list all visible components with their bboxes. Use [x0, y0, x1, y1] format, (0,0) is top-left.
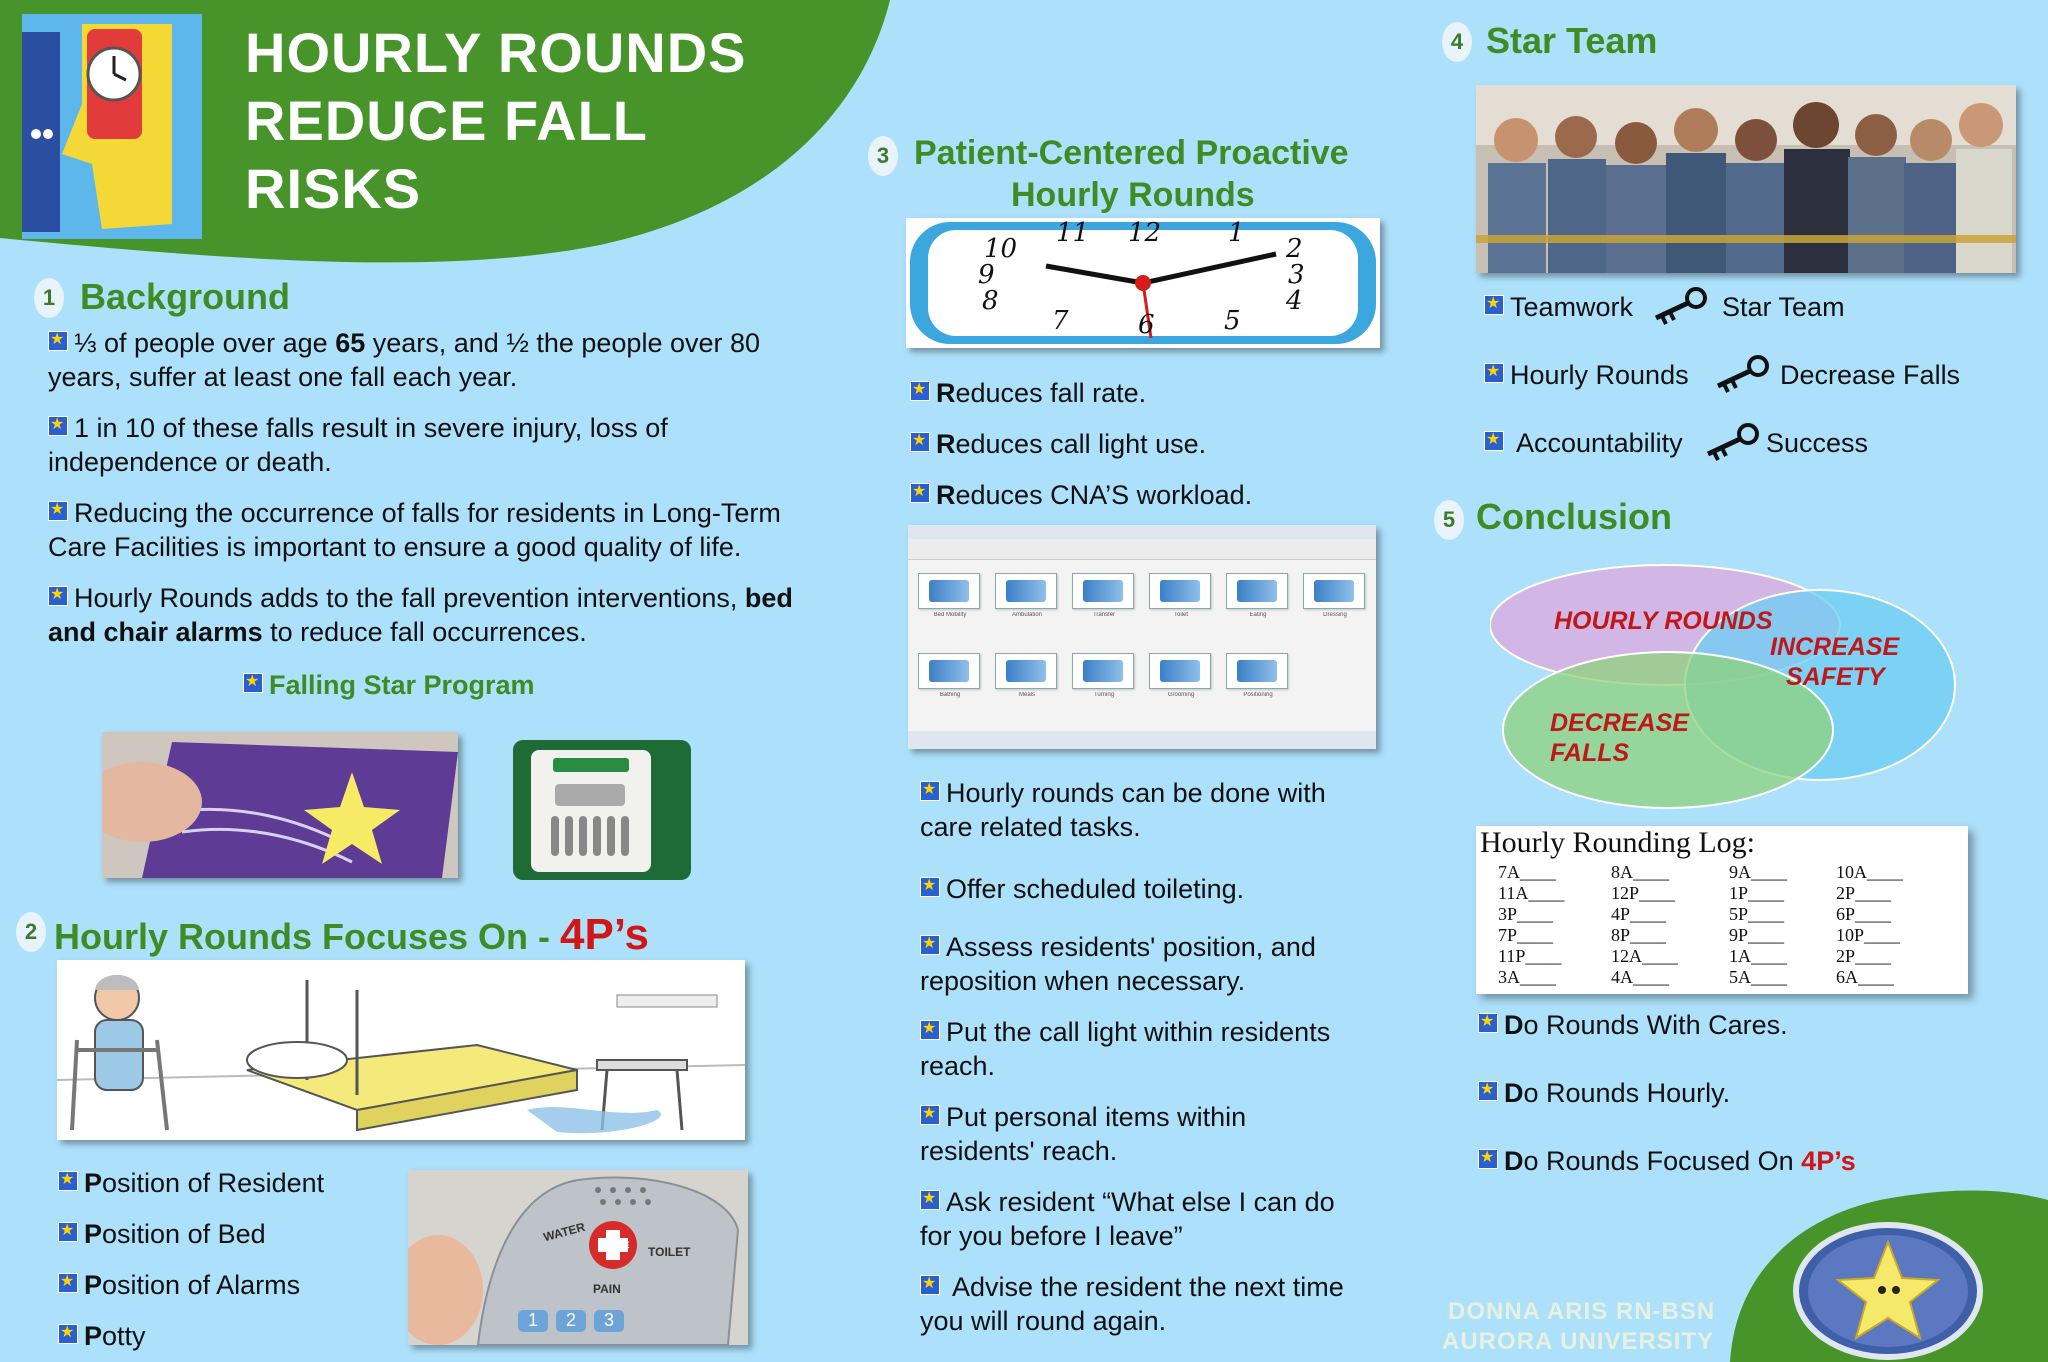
team-heading: Star Team [1486, 20, 1658, 61]
software-tile [1226, 653, 1288, 698]
software-tile-label: Positioning [1243, 692, 1273, 698]
clock-number-4: 4 [1286, 286, 1303, 316]
activity-icon [1083, 660, 1123, 682]
software-tile [1072, 653, 1134, 698]
log-entry: 4P____ [1611, 904, 1667, 924]
conclusion-item-3: ★Do Rounds Focused On 4P’s [1478, 1144, 1856, 1178]
software-tile [1072, 573, 1134, 618]
clock-number-12: 12 [1128, 218, 1162, 248]
activity-icon [929, 580, 969, 602]
software-tile-label: Bathing [939, 692, 961, 698]
log-entry: 2P____ [1836, 946, 1892, 966]
task-3: ★Assess residents' position, and reposition when necessary. [920, 930, 1360, 998]
venn-label-increase-safety: INCREASE SAFETY [1770, 633, 1900, 691]
key-icon [1702, 422, 1760, 462]
log-entry: 10P____ [1836, 925, 1901, 945]
log-entry: 8A____ [1611, 862, 1669, 882]
clock-number-9: 9 [978, 260, 995, 290]
conclusion-item-1: ★Do Rounds With Cares. [1478, 1008, 1788, 1042]
benefit-2: ★Reduces call light use. [910, 427, 1206, 461]
star-team-group-photo [1476, 85, 2016, 273]
log-entry: 2P____ [1836, 883, 1892, 903]
callbox-nurse-label: NURSE [598, 1240, 630, 1250]
star-bullet-icon [910, 432, 930, 452]
star-bullet-icon [910, 483, 930, 503]
callbox-toilet-label: TOILET [648, 1245, 691, 1259]
task-7: ★ Advise the resident the next time you will round again. [920, 1270, 1370, 1338]
software-tile [1303, 573, 1365, 618]
team-row-1-right: Star Team [1722, 292, 1845, 322]
log-entry: 11P____ [1498, 946, 1562, 966]
star-bullet-icon [58, 1171, 78, 1191]
callbox-key-2: 2 [566, 1310, 577, 1330]
star-bullet-icon [48, 331, 68, 351]
star-bullet-icon [58, 1324, 78, 1344]
log-entry: 10A____ [1836, 862, 1903, 882]
star-bullet-icon [1478, 1013, 1498, 1033]
venn-label-decrease-falls: DECREASE FALLS [1550, 709, 1689, 767]
log-entry: 9P____ [1729, 925, 1785, 945]
log-entry: 5P____ [1729, 904, 1785, 924]
focus-item-2: ★Position of Bed [58, 1217, 266, 1251]
star-bullet-icon [48, 586, 68, 606]
clock-number-6: 6 [1138, 310, 1155, 340]
software-tile [918, 653, 980, 698]
star-bullet-icon [1478, 1149, 1498, 1169]
star-bullet-icon [48, 416, 68, 436]
log-entry: 1A____ [1729, 946, 1787, 966]
software-tile-label: Toilet [1173, 612, 1188, 618]
task-5: ★Put personal items within residents' reach. [920, 1100, 1360, 1168]
activity-icon [1314, 580, 1354, 602]
activity-icon [1006, 660, 1046, 682]
benefit-1: ★Reduces fall rate. [910, 376, 1146, 410]
bed-alarm-device-photo [505, 736, 705, 884]
activity-icon [1237, 580, 1277, 602]
focus-item-4: ★Potty [58, 1319, 146, 1353]
star-bullet-icon [920, 1020, 940, 1040]
star-bullet-icon [920, 1275, 940, 1295]
proactive-heading-line2: Hourly Rounds [1011, 176, 1255, 214]
software-tile [1149, 573, 1211, 618]
clock-number-10: 10 [984, 234, 1018, 264]
activity-icon [1083, 580, 1123, 602]
task-6: ★Ask resident “What else I can do for you before I leave” [920, 1185, 1370, 1253]
software-tile [1149, 653, 1211, 698]
software-tile-label: Bed Mobility [933, 612, 967, 618]
software-tile-label: Dressing [1323, 612, 1347, 618]
star-bullet-icon [48, 501, 68, 521]
section-number-5: 5 [1434, 500, 1464, 540]
task-1: ★Hourly rounds can be done with care related tasks. [920, 776, 1360, 844]
poster-title-line3: RISKS [245, 157, 422, 220]
star-bullet-icon [920, 781, 940, 801]
star-bullet-icon [1478, 1081, 1498, 1101]
focus-item-1: ★Position of Resident [58, 1166, 324, 1200]
log-entry: 6A____ [1836, 967, 1894, 987]
star-bullet-icon [920, 1105, 940, 1125]
star-bullet-icon [920, 1190, 940, 1210]
clock-number-3: 3 [1288, 260, 1305, 290]
software-tile-label: Ambulation [1011, 612, 1043, 618]
software-tile-label: Eating [1249, 612, 1267, 618]
log-entry: 6P____ [1836, 904, 1892, 924]
section-number-3: 3 [868, 136, 898, 176]
venn-label-hourly-rounds: HOURLY ROUNDS [1554, 607, 1773, 635]
clock-number-11: 11 [1056, 218, 1090, 248]
poster-title-line1: HOURLY ROUNDS [245, 21, 747, 84]
clock-number-1: 1 [1228, 218, 1245, 248]
log-title: Hourly Rounding Log: [1480, 826, 1755, 859]
falling-star-program-label: ★Falling Star Program [243, 670, 535, 701]
callbox-pain-label: PAIN [593, 1282, 621, 1296]
log-entry: 5A____ [1729, 967, 1787, 987]
background-point-1: ★⅓ of people over age 65 years, and ½ the people over 80 years, suffer at least one fall each year. [48, 326, 838, 394]
software-tile [1226, 573, 1288, 618]
activity-icon [1006, 580, 1046, 602]
falling-star-card-photo [102, 732, 458, 878]
conclusion-item-2: ★Do Rounds Hourly. [1478, 1076, 1730, 1110]
log-entry: 9A____ [1729, 862, 1787, 882]
author-org: AURORA UNIVERSITY [1442, 1328, 1715, 1355]
software-tile [918, 573, 980, 618]
activity-icon [1160, 580, 1200, 602]
falling-star-mascot [1788, 1220, 1988, 1362]
software-tile-label: Grooming [1167, 692, 1195, 698]
section-number-2: 2 [16, 912, 46, 952]
log-entry: 7A____ [1498, 862, 1556, 882]
log-entry: 1P____ [1729, 883, 1785, 903]
task-4: ★Put the call light within residents reach. [920, 1015, 1360, 1083]
software-tile-label: Meals [1018, 692, 1035, 698]
background-point-2: ★1 in 10 of these falls result in severe injury, loss of independence or death. [48, 411, 748, 479]
team-row-3-right: Success [1766, 428, 1869, 458]
log-entry: 3P____ [1498, 904, 1554, 924]
star-bullet-icon [243, 673, 263, 693]
team-row-3-left: ★ Accountability [1484, 426, 1683, 460]
star-bullet-icon [910, 381, 930, 401]
clock-number-2: 2 [1286, 234, 1303, 264]
log-entry: 12A____ [1611, 946, 1678, 966]
team-row-2-right: Decrease Falls [1780, 360, 1961, 390]
author-name: DONNA ARIS RN-BSN [1448, 1298, 1716, 1325]
focus-heading: Hourly Rounds Focuses On - 4P’s [54, 910, 649, 959]
section-number-1: 1 [34, 278, 64, 318]
section-number-4: 4 [1442, 22, 1472, 62]
clock-number-5: 5 [1224, 306, 1241, 336]
software-tile [995, 653, 1057, 698]
star-bullet-icon [1484, 295, 1504, 315]
task-2: ★Offer scheduled toileting. [920, 872, 1360, 906]
callbox-water-label: WATER [541, 1219, 587, 1245]
software-tile [995, 573, 1057, 618]
log-entry: 11A____ [1498, 883, 1565, 903]
wall-clock-image [906, 218, 1380, 348]
callbox-key-3: 3 [604, 1310, 615, 1330]
hourly-rounding-log [1476, 826, 1968, 994]
software-tile-label: Turning [1093, 692, 1115, 698]
header-logo [22, 14, 202, 239]
team-row-2-left: ★Hourly Rounds [1484, 358, 1689, 392]
key-icon [1712, 354, 1770, 394]
fall-scene-illustration [57, 960, 745, 1140]
focus-item-3: ★Position of Alarms [58, 1268, 300, 1302]
poster-title-line2: REDUCE FALL [245, 89, 648, 152]
nurse-call-remote-photo [408, 1170, 748, 1345]
log-entry: 12P____ [1611, 883, 1676, 903]
log-entry: 7P____ [1498, 925, 1554, 945]
benefit-3: ★Reduces CNA’S workload. [910, 478, 1252, 512]
background-point-3: ★Reducing the occurrence of falls for residents in Long-Term Care Facilities is important to ensure a good quality of life. [48, 496, 838, 564]
star-bullet-icon [1484, 363, 1504, 383]
log-entry: 8P____ [1611, 925, 1667, 945]
software-tile-label: Transfer [1092, 612, 1116, 618]
activity-icon [1237, 660, 1277, 682]
clock-number-7: 7 [1052, 306, 1069, 336]
key-icon [1650, 286, 1708, 326]
conclusion-heading: Conclusion [1476, 496, 1672, 537]
log-entry: 4A____ [1611, 967, 1669, 987]
activity-icon [1160, 660, 1200, 682]
activity-icon [929, 660, 969, 682]
star-bullet-icon [58, 1222, 78, 1242]
star-bullet-icon [920, 935, 940, 955]
clock-number-8: 8 [982, 286, 999, 316]
background-heading: Background [80, 276, 291, 317]
star-bullet-icon [920, 877, 940, 897]
log-entry: 3A____ [1498, 967, 1556, 987]
callbox-key-1: 1 [528, 1310, 539, 1330]
background-point-4: ★Hourly Rounds adds to the fall prevention interventions, bed and chair alarms to reduce fall occurrences. [48, 581, 848, 649]
star-bullet-icon [58, 1273, 78, 1293]
team-row-1-left: ★Teamwork [1484, 290, 1633, 324]
proactive-heading-line1: Patient-Centered Proactive [914, 134, 1349, 172]
documentation-software-screenshot [908, 525, 1376, 749]
star-bullet-icon [1484, 431, 1504, 451]
